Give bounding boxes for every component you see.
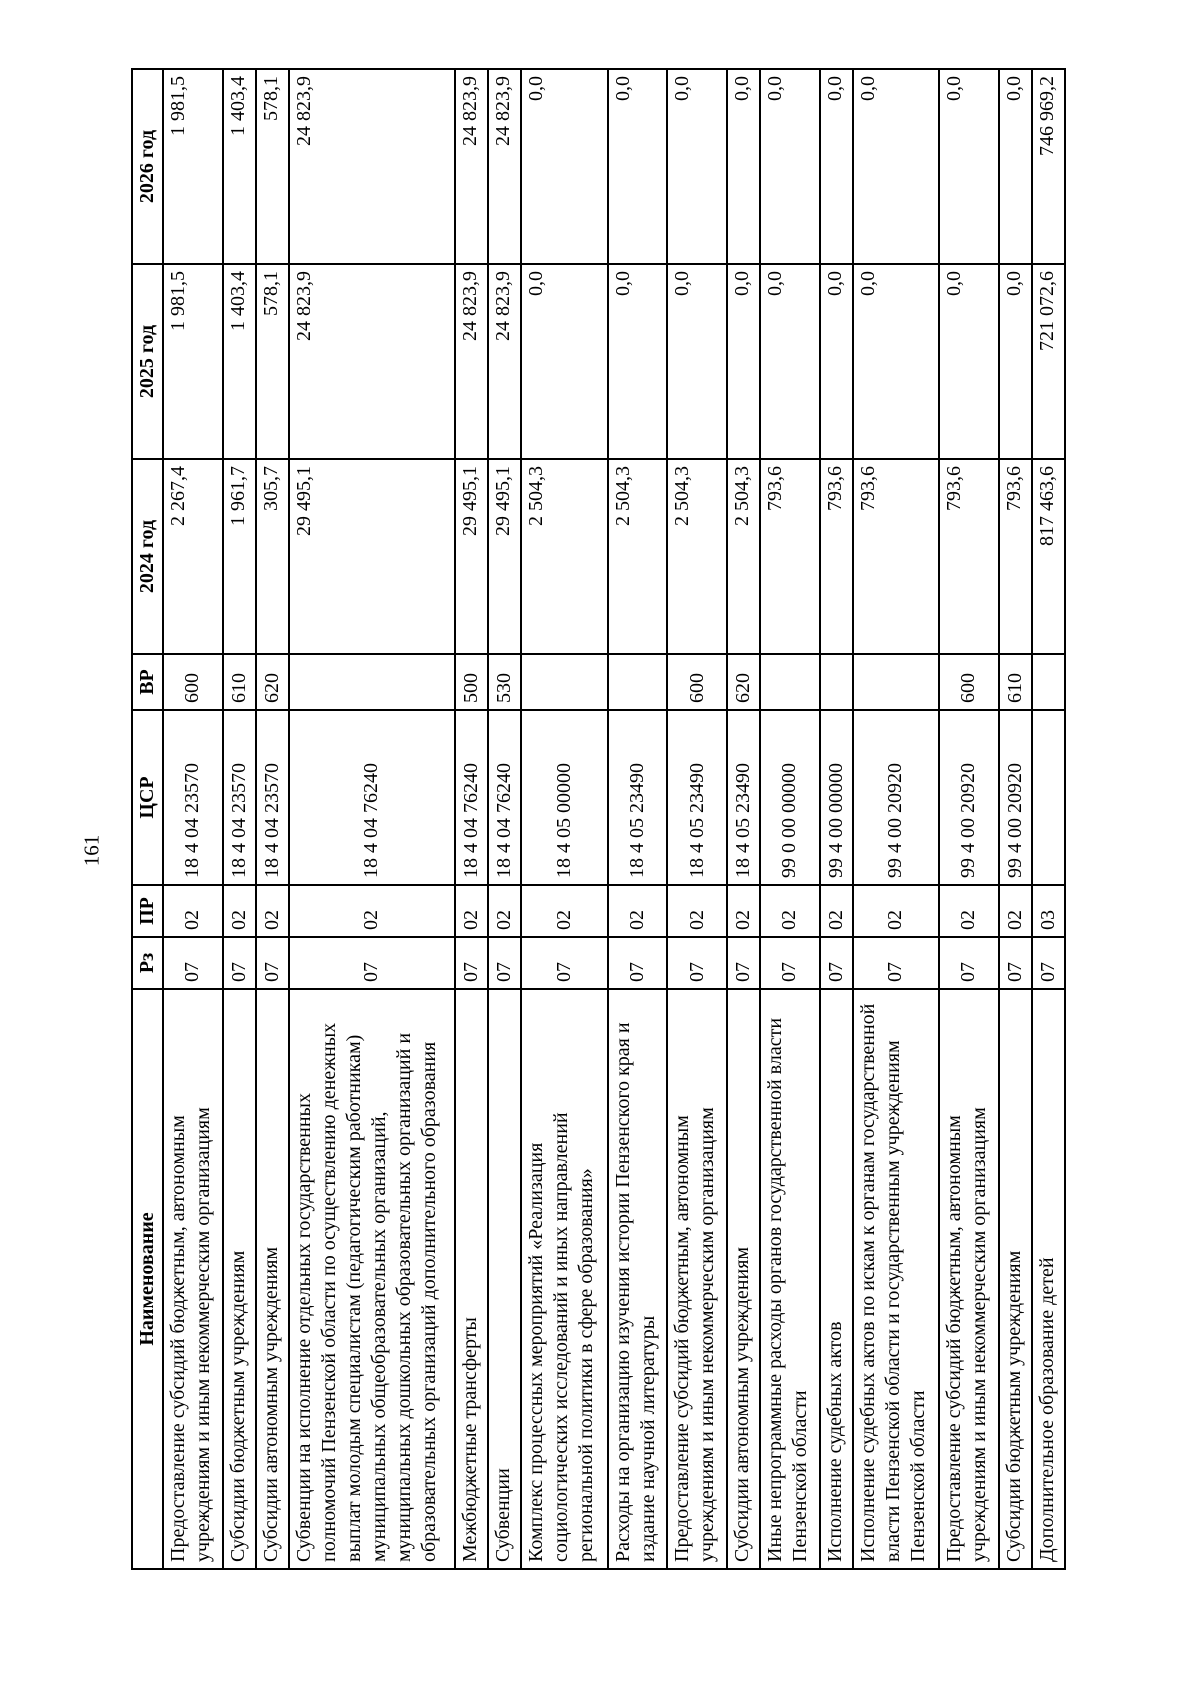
table-row — [820, 69, 853, 1569]
header-pr: ПР — [132, 885, 163, 937]
table-row — [521, 69, 607, 1569]
header-2025: 2025 год — [132, 264, 163, 459]
row-pr: 02 — [256, 885, 289, 937]
row-2024: 29 495,1 — [289, 459, 455, 654]
row-2024: 29 495,1 — [488, 459, 521, 654]
row-name: Комплекс процессных мероприятий «Реализация социологических исследований и иных направлений региональной политики в сфере образования» — [521, 989, 607, 1569]
row-vr: 610 — [223, 654, 256, 710]
row-2026: 0,0 — [999, 69, 1032, 264]
row-vr — [760, 654, 820, 710]
row-name: Дополнительное образование детей — [1032, 989, 1065, 1569]
table-row — [853, 69, 939, 1569]
header-2026: 2026 год — [132, 69, 163, 264]
table-row — [488, 69, 521, 1569]
row-2026: 0,0 — [667, 69, 727, 264]
row-vr — [853, 654, 939, 710]
row-2026: 24 823,9 — [455, 69, 488, 264]
row-name: Межбюджетные трансферты — [455, 989, 488, 1569]
row-vr — [1032, 654, 1065, 710]
row-2024: 29 495,1 — [455, 459, 488, 654]
row-2025: 24 823,9 — [455, 264, 488, 459]
row-vr: 600 — [667, 654, 727, 710]
row-rz: 07 — [163, 937, 223, 989]
row-2024: 817 463,6 — [1032, 459, 1065, 654]
row-2024: 793,6 — [760, 459, 820, 654]
row-vr: 620 — [727, 654, 760, 710]
row-csr: 18 4 04 76240 — [488, 710, 521, 885]
row-name: Субсидии автономным учреждениям — [256, 989, 289, 1569]
page-number: 161 — [79, 834, 104, 867]
row-2025: 0,0 — [853, 264, 939, 459]
row-name: Исполнение судебных актов — [820, 989, 853, 1569]
row-2024: 305,7 — [256, 459, 289, 654]
table-body — [163, 69, 1065, 1569]
row-pr: 02 — [455, 885, 488, 937]
row-csr: 99 4 00 20920 — [853, 710, 939, 885]
row-pr: 02 — [521, 885, 607, 937]
row-2026: 1 981,5 — [163, 69, 223, 264]
row-vr — [289, 654, 455, 710]
row-2026: 0,0 — [608, 69, 668, 264]
row-vr — [820, 654, 853, 710]
row-name: Субсидии бюджетным учреждениям — [999, 989, 1032, 1569]
row-pr: 02 — [667, 885, 727, 937]
row-2024: 793,6 — [999, 459, 1032, 654]
row-2025: 0,0 — [939, 264, 999, 459]
row-2025: 24 823,9 — [488, 264, 521, 459]
row-rz: 07 — [488, 937, 521, 989]
header-name: Наименование — [132, 989, 163, 1569]
row-rz: 07 — [667, 937, 727, 989]
row-csr: 18 4 04 76240 — [289, 710, 455, 885]
row-name: Исполнение судебных актов по искам к органам государственной власти Пензенской области и государственным учреждениям Пензенской области — [853, 989, 939, 1569]
row-2026: 578,1 — [256, 69, 289, 264]
row-csr: 99 4 00 20920 — [939, 710, 999, 885]
row-rz: 07 — [521, 937, 607, 989]
row-name: Субвенции на исполнение отдельных государственных полномочий Пензенской области по осуществлению денежных выплат молодым специалистам (педагогическим работникам) муниципальных общеобразовательных организаций, муниципальных дошкольных образовательных организаций и образовательных организаций дополнительного образования — [289, 989, 455, 1569]
row-2026: 1 403,4 — [223, 69, 256, 264]
row-pr: 02 — [289, 885, 455, 937]
row-csr: 18 4 04 23570 — [256, 710, 289, 885]
row-2024: 2 504,3 — [667, 459, 727, 654]
row-2025: 1 981,5 — [163, 264, 223, 459]
row-2025: 24 823,9 — [289, 264, 455, 459]
row-rz: 07 — [223, 937, 256, 989]
row-rz: 07 — [853, 937, 939, 989]
row-pr: 02 — [223, 885, 256, 937]
row-2024: 2 504,3 — [608, 459, 668, 654]
row-2025: 0,0 — [820, 264, 853, 459]
header-rz: Рз — [132, 937, 163, 989]
row-rz: 07 — [455, 937, 488, 989]
row-csr: 18 4 05 23490 — [727, 710, 760, 885]
row-csr: 18 4 05 23490 — [608, 710, 668, 885]
rotated-table-container — [131, 70, 1066, 1570]
row-2024: 2 504,3 — [521, 459, 607, 654]
row-pr: 02 — [853, 885, 939, 937]
row-2024: 1 961,7 — [223, 459, 256, 654]
row-rz: 07 — [939, 937, 999, 989]
row-vr — [521, 654, 607, 710]
table-row — [455, 69, 488, 1569]
row-rz: 07 — [608, 937, 668, 989]
row-rz: 07 — [999, 937, 1032, 989]
header-row — [132, 69, 163, 1569]
row-name: Расходы на организацию изучения истории Пензенского края и издание научной литературы — [608, 989, 668, 1569]
row-rz: 07 — [727, 937, 760, 989]
row-csr: 18 4 04 76240 — [455, 710, 488, 885]
row-name: Предоставление субсидий бюджетным, автономным учреждениям и иным некоммерческим организациям — [667, 989, 727, 1569]
row-2026: 0,0 — [853, 69, 939, 264]
row-name: Предоставление субсидий бюджетным, автономным учреждениям и иным некоммерческим организациям — [939, 989, 999, 1569]
row-csr: 18 4 05 00000 — [521, 710, 607, 885]
table-row — [256, 69, 289, 1569]
row-rz: 07 — [1032, 937, 1065, 989]
row-csr: 18 4 04 23570 — [163, 710, 223, 885]
row-2025: 0,0 — [999, 264, 1032, 459]
row-2025: 0,0 — [608, 264, 668, 459]
row-csr: 99 4 00 20920 — [999, 710, 1032, 885]
row-2025: 0,0 — [667, 264, 727, 459]
row-2024: 2 267,4 — [163, 459, 223, 654]
row-2026: 24 823,9 — [289, 69, 455, 264]
row-rz: 07 — [289, 937, 455, 989]
table-row — [289, 69, 455, 1569]
row-name: Предоставление субсидий бюджетным, автономным учреждениям и иным некоммерческим организациям — [163, 989, 223, 1569]
row-name: Субсидии бюджетным учреждениям — [223, 989, 256, 1569]
header-2024: 2024 год — [132, 459, 163, 654]
row-2024: 793,6 — [853, 459, 939, 654]
row-2026: 0,0 — [939, 69, 999, 264]
header-csr: ЦСР — [132, 710, 163, 885]
table-row — [163, 69, 223, 1569]
row-2026: 0,0 — [521, 69, 607, 264]
row-pr: 02 — [608, 885, 668, 937]
row-csr: 18 4 04 23570 — [223, 710, 256, 885]
row-2025: 1 403,4 — [223, 264, 256, 459]
table-row — [727, 69, 760, 1569]
row-pr: 02 — [488, 885, 521, 937]
row-2025: 0,0 — [521, 264, 607, 459]
row-vr: 620 — [256, 654, 289, 710]
row-2024: 2 504,3 — [727, 459, 760, 654]
table-row — [999, 69, 1032, 1569]
table-row — [608, 69, 668, 1569]
row-vr — [608, 654, 668, 710]
row-2026: 746 969,2 — [1032, 69, 1065, 264]
row-pr: 02 — [163, 885, 223, 937]
row-rz: 07 — [820, 937, 853, 989]
row-pr: 02 — [939, 885, 999, 937]
row-vr: 530 — [488, 654, 521, 710]
row-2025: 578,1 — [256, 264, 289, 459]
row-csr: 18 4 05 23490 — [667, 710, 727, 885]
row-vr: 500 — [455, 654, 488, 710]
row-vr: 600 — [163, 654, 223, 710]
row-2026: 0,0 — [727, 69, 760, 264]
header-vr: ВР — [132, 654, 163, 710]
table-row — [939, 69, 999, 1569]
table-row — [223, 69, 256, 1569]
row-pr: 02 — [999, 885, 1032, 937]
row-vr: 610 — [999, 654, 1032, 710]
row-2026: 0,0 — [760, 69, 820, 264]
row-pr: 02 — [727, 885, 760, 937]
row-csr: 99 0 00 00000 — [760, 710, 820, 885]
table-row — [760, 69, 820, 1569]
row-pr: 02 — [820, 885, 853, 937]
row-csr: 99 4 00 00000 — [820, 710, 853, 885]
budget-table — [131, 68, 1066, 1570]
row-2025: 721 072,6 — [1032, 264, 1065, 459]
row-csr — [1032, 710, 1065, 885]
row-name: Субсидии автономным учреждениям — [727, 989, 760, 1569]
row-pr: 03 — [1032, 885, 1065, 937]
row-pr: 02 — [760, 885, 820, 937]
row-name: Иные непрограммные расходы органов государственной власти Пензенской области — [760, 989, 820, 1569]
row-2024: 793,6 — [820, 459, 853, 654]
row-name: Субвенции — [488, 989, 521, 1569]
row-rz: 07 — [256, 937, 289, 989]
row-vr: 600 — [939, 654, 999, 710]
row-rz: 07 — [760, 937, 820, 989]
row-2026: 24 823,9 — [488, 69, 521, 264]
table-row — [1032, 69, 1065, 1569]
row-2026: 0,0 — [820, 69, 853, 264]
row-2025: 0,0 — [760, 264, 820, 459]
table-row — [667, 69, 727, 1569]
row-2024: 793,6 — [939, 459, 999, 654]
row-2025: 0,0 — [727, 264, 760, 459]
